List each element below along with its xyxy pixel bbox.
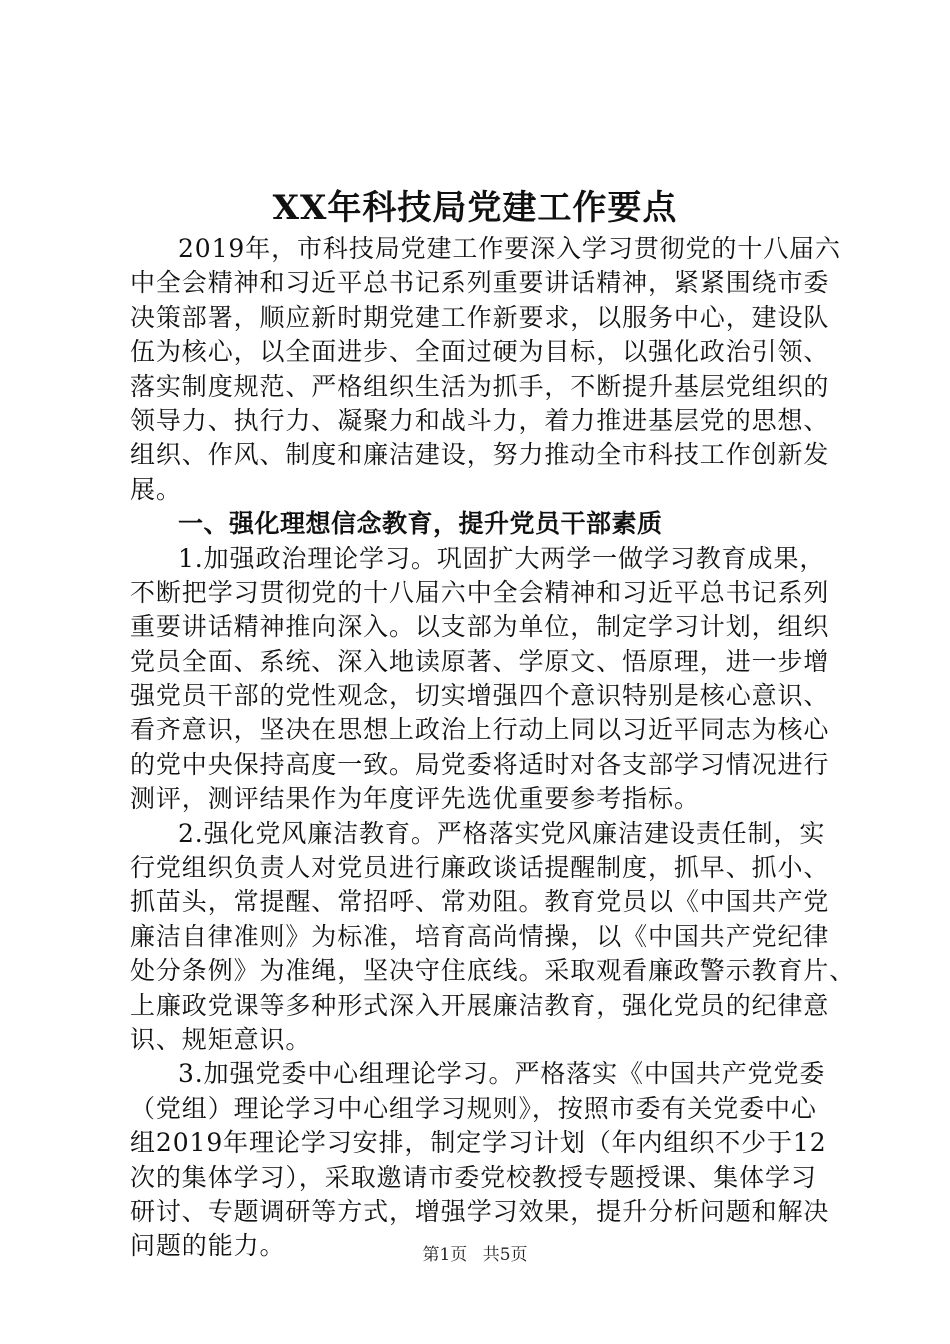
text-line: 伍为核心，以全面进步、全面过硬为目标，以强化政治引领、 <box>130 337 830 367</box>
text-line: 看齐意识，坚决在思想上政治上行动上同以习近平同志为核心 <box>130 715 830 745</box>
text-line: 重要讲话精神推向深入。以支部为单位，制定学习计划，组织 <box>130 612 830 642</box>
text-line: 行党组织负责人对党员进行廉政谈话提醒制度，抓早、抓小、 <box>130 853 830 883</box>
document-title: XX年科技局党建工作要点 <box>272 188 678 228</box>
text-line: 研讨、专题调研等方式，增强学习效果，提升分析问题和解决 <box>130 1196 830 1226</box>
text-line: 不断把学习贯彻党的十八届六中全会精神和习近平总书记系列 <box>130 577 830 607</box>
page-number: 第1页 <box>422 1245 468 1265</box>
text-line: 强党员干部的党性观念，切实增强四个意识特别是核心意识、 <box>130 681 830 711</box>
text-line: 2019年，市科技局党建工作要深入学习贯彻党的十八届六 <box>178 234 841 263</box>
text-line: 的党中央保持高度一致。局党委将适时对各支部学习情况进行 <box>130 749 830 779</box>
document-body <box>130 232 856 1264</box>
text-line: 中全会精神和习近平总书记系列重要讲话精神，紧紧围绕市委 <box>130 268 830 298</box>
text-line: 测评，测评结果作为年度评先选优重要参考指标。 <box>130 784 700 814</box>
text-line: 落实制度规范、严格组织生活为抓手，不断提升基层党组织的 <box>130 371 830 401</box>
text-line: 次的集体学习），采取邀请市委党校教授专题授课、集体学习 <box>130 1162 817 1192</box>
text-line: 决策部署，顺应新时期党建工作新要求，以服务中心，建设队 <box>130 302 830 332</box>
page-total: 共5页 <box>482 1245 528 1265</box>
page-footer <box>0 1244 950 1266</box>
text-line: 识、规矩意识。 <box>130 1024 312 1054</box>
text-line: （党组）理论学习中心组学习规则》，按照市委有关党委中心 <box>130 1093 817 1123</box>
text-line: 上廉政党课等多种形式深入开展廉洁教育，强化党员的纪律意 <box>130 990 830 1020</box>
text-line: 组织、作风、制度和廉洁建设，努力推动全市科技工作创新发 <box>130 440 830 470</box>
text-line: 廉洁自律准则》为标准，培育高尚情操，以《中国共产党纪律 <box>130 921 830 951</box>
text-line: 组2019年理论学习安排，制定学习计划（年内组织不少于12 <box>130 1128 827 1158</box>
text-line: 展。 <box>130 474 182 504</box>
text-line: 问题的能力。 <box>130 1231 286 1261</box>
text-line: 2.强化党风廉洁教育。严格落实党风廉洁建设责任制，实 <box>178 818 826 848</box>
text-line: 领导力、执行力、凝聚力和战斗力，着力推进基层党的思想、 <box>130 405 830 435</box>
text-line: 1.加强政治理论学习。巩固扩大两学一做学习教育成果， <box>178 543 826 573</box>
text-line: 3.加强党委中心组理论学习。严格落实《中国共产党党委 <box>178 1059 826 1089</box>
text-line: 党员全面、系统、深入地读原著、学原文、悟原理，进一步增 <box>130 646 830 676</box>
text-line: 处分条例》为准绳，坚决守住底线。采取观看廉政警示教育片、 <box>130 956 856 986</box>
section-heading: 一、强化理想信念教育，提升党员干部素质 <box>178 509 663 539</box>
text-line: 抓苗头，常提醒、常招呼、常劝阻。教育党员以《中国共产党 <box>130 887 830 917</box>
